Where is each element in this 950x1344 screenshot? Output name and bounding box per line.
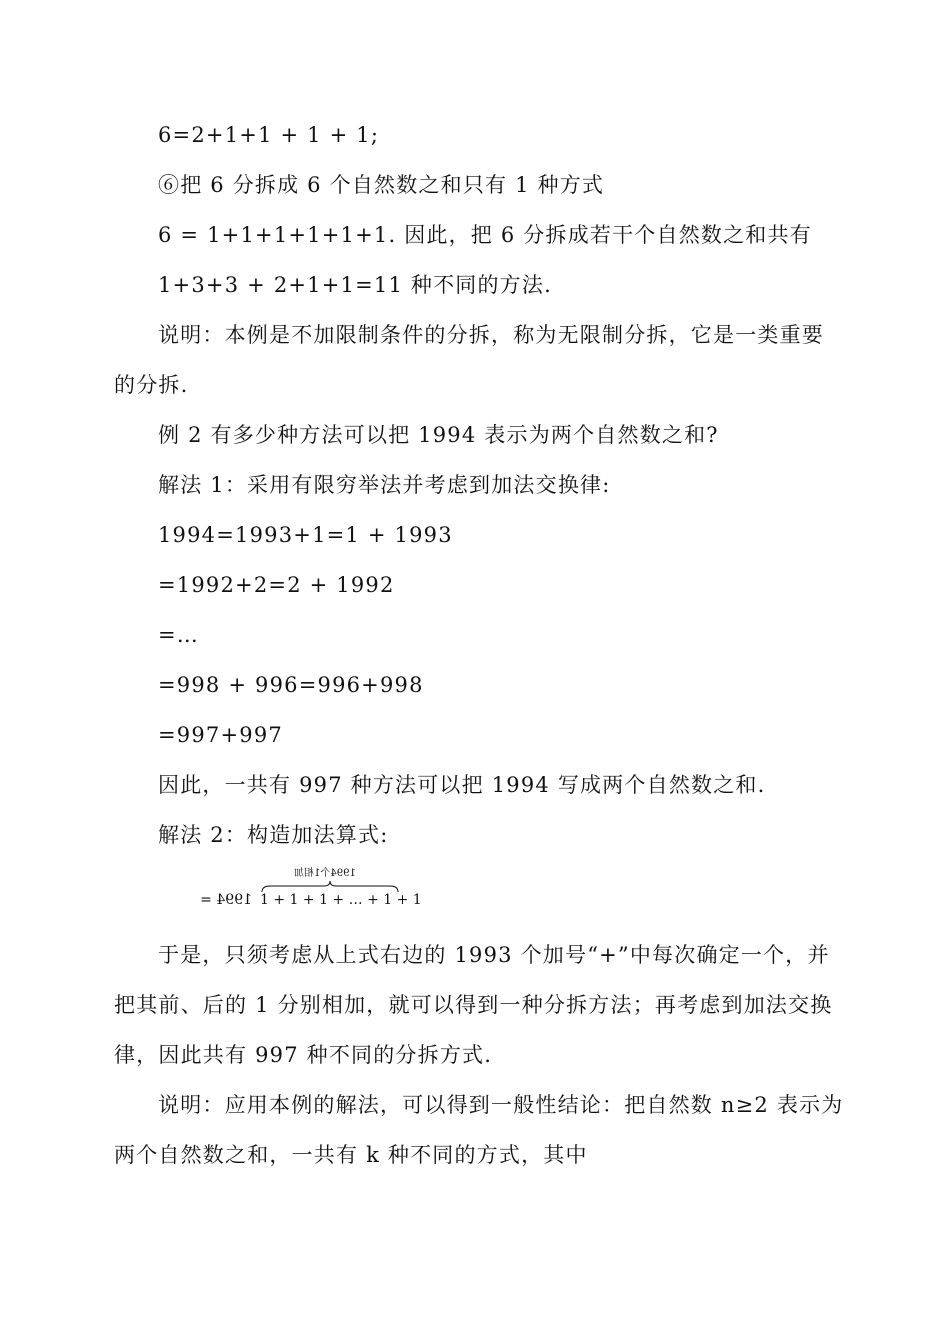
- text-line: 律，因此共有 997 种不同的分拆方式.: [114, 1043, 493, 1067]
- equation-line: =1992+2=2 + 1992: [158, 573, 395, 597]
- formula-rhs: 1 + 1 + 1 + … + 1 + 1: [260, 892, 422, 908]
- text-line: 把其前、后的 1 分别相加，就可以得到一种分拆方法；再考虑到加法交换: [114, 993, 833, 1017]
- equation-line: =997+997: [158, 723, 283, 747]
- text-line: 1+3+3 + 2+1+1=11 种不同的方法.: [158, 273, 552, 297]
- text-line: 的分拆.: [114, 373, 189, 397]
- solution-heading: 解法 2：构造加法算式:: [158, 823, 389, 847]
- text-line: 说明：本例是不加限制条件的分拆，称为无限制分拆，它是一类重要: [158, 323, 824, 347]
- equation-line: 1994=1993+1=1 + 1993: [158, 523, 453, 547]
- text-line: 因此，一共有 997 种方法可以把 1994 写成两个自然数之和.: [158, 773, 766, 797]
- addition-formula: [200, 868, 422, 916]
- formula-lhs: 1994 =: [200, 892, 252, 908]
- solution-heading: 解法 1：采用有限穷举法并考虑到加法交换律:: [158, 473, 611, 497]
- equation-line: =998 + 996=996+998: [158, 673, 424, 697]
- text-line: ⑥把 6 分拆成 6 个自然数之和只有 1 种方式: [158, 173, 605, 197]
- formula-overbrace-label: 1994个1相加: [294, 868, 356, 879]
- text-line: 6=2+1+1 + 1 + 1;: [158, 123, 380, 147]
- text-line: 说明：应用本例的解法，可以得到一般性结论：把自然数 n≥2 表示为: [158, 1093, 844, 1117]
- equation-line: =…: [158, 623, 199, 647]
- text-line: 于是，只须考虑从上式右边的 1993 个加号“+”中每次确定一个，并: [158, 943, 830, 967]
- text-line: 6 = 1+1+1+1+1+1. 因此，把 6 分拆成若干个自然数之和共有: [158, 223, 812, 247]
- text-line: 两个自然数之和，一共有 k 种不同的方式，其中: [114, 1143, 588, 1167]
- example-heading: 例 2 有多少种方法可以把 1994 表示为两个自然数之和?: [158, 423, 719, 447]
